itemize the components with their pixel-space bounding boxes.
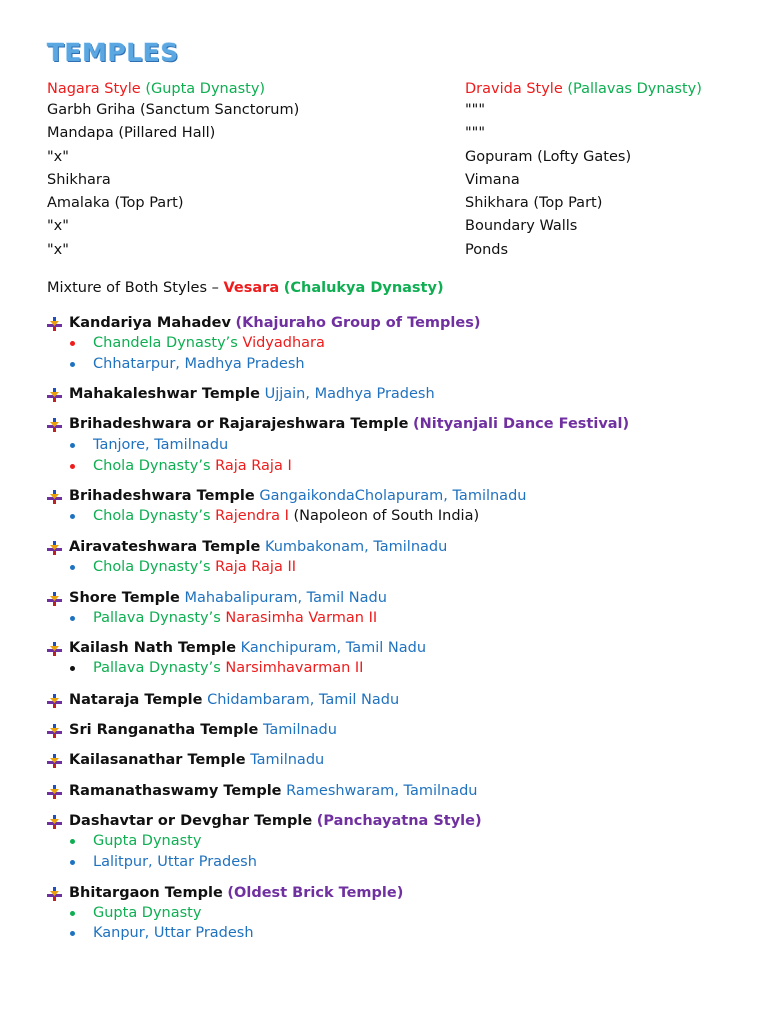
temple-detail [70,831,730,852]
arrow-bullet-icon [47,417,63,433]
bullet-dot-icon [70,341,75,346]
temple-item [47,313,737,334]
temple-item [47,486,737,507]
temple-item [47,750,737,771]
temple-name: Airavateshwara Temple [69,539,261,555]
dravida-header [465,78,702,100]
temple-location: Kumbakonam, Tamilnadu [264,539,448,555]
temple-location: Ujjain, Madhya Pradesh [264,386,435,402]
temple-item [47,638,737,659]
temple-item [47,690,737,711]
arrow-bullet-icon [47,316,63,332]
detail-text: Gupta Dynasty [93,905,202,921]
ruler-name: Raja Raja I [215,458,292,474]
ruler-name: Narasimha Varman II [225,610,378,626]
vesara-dynasty: (Chalukya Dynasty) [283,280,444,296]
arrow-bullet-icon [47,814,63,830]
temple-name: Kailasanathar Temple [69,752,246,768]
temple-detail [70,435,730,456]
bullet-dot-icon [70,362,75,367]
temple-item [47,537,737,558]
detail-text: Pallava Dynasty’s [93,660,226,676]
temple-detail [70,557,730,578]
bullet-dot-icon [70,911,75,916]
temple-name: Kailash Nath Temple [69,640,237,656]
arrow-bullet-icon [47,753,63,769]
detail-text: Kanpur, Uttar Pradesh [93,925,254,941]
nagara-feature: Mandapa (Pillared Hall) [47,125,216,141]
temple-location: Tamilnadu [262,722,337,738]
dravida-dynasty-label: (Pallavas Dynasty) [567,81,702,97]
temple-note: (Khajuraho Group of Temples) [235,315,481,331]
arrow-bullet-icon [47,489,63,505]
nagara-feature: "x" [47,242,69,258]
temple-item [47,588,737,609]
temple-name: Kandariya Mahadev [69,315,231,331]
temple-detail [70,923,730,944]
nagara-feature: Shikhara [47,172,111,188]
dravida-feature: """ [465,102,486,118]
temple-item [47,384,737,405]
mixture-line [47,277,727,299]
temple-location: GangaikondaCholapuram, Tamilnadu [259,488,527,504]
temple-name: Nataraja Temple [69,692,203,708]
detail-text: Tanjore, Tamilnadu [93,437,229,453]
temple-detail [70,903,730,924]
detail-text: Lalitpur, Uttar Pradesh [93,854,257,870]
bullet-dot-icon [70,616,75,621]
arrow-bullet-icon [47,387,63,403]
detail-text: Chandela Dynasty’s [93,335,243,351]
temple-item [47,781,737,802]
style-comparison-row [47,146,727,168]
temple-detail [70,658,730,679]
dravida-feature: Boundary Walls [465,218,578,234]
temple-location: Kanchipuram, Tamil Nadu [240,640,427,656]
temple-name: Dashavtar or Devghar Temple [69,813,313,829]
dravida-feature: Ponds [465,242,509,258]
arrow-bullet-icon [47,591,63,607]
bullet-dot-icon [70,443,75,448]
temple-detail [70,608,730,629]
dravida-feature: """ [465,125,486,141]
temple-name: Sri Ranganatha Temple [69,722,259,738]
temple-item [47,883,737,904]
temple-note: (Oldest Brick Temple) [227,885,404,901]
mixture-prefix: Mixture of Both Styles – [47,280,224,296]
bullet-dot-icon [70,860,75,865]
detail-text: Pallava Dynasty’s [93,610,226,626]
ruler-name: Narsimhavarman II [225,660,364,676]
temple-detail [70,852,730,873]
temple-detail [70,456,730,477]
temple-name: Shore Temple [69,590,180,606]
temple-item [47,414,737,435]
style-comparison-row [47,239,727,261]
arrow-bullet-icon [47,886,63,902]
bullet-dot-icon [70,666,75,671]
dravida-feature: Vimana [465,172,520,188]
arrow-bullet-icon [47,784,63,800]
style-comparison-row [47,99,727,121]
dravida-feature: Shikhara (Top Part) [465,195,603,211]
temple-note: (Panchayatna Style) [316,813,482,829]
ruler-epithet: (Napoleon of South India) [293,508,480,524]
detail-text: Chola Dynasty’s [93,559,216,575]
style-comparison-row [47,215,727,237]
style-comparison-row [47,122,727,144]
nagara-dynasty-label: (Gupta Dynasty) [145,81,266,97]
nagara-style-label: Nagara Style [47,81,141,97]
temple-name: Bhitargaon Temple [69,885,223,901]
ruler-name: Rajendra I [215,508,289,524]
temple-location: Mahabalipuram, Tamil Nadu [184,590,387,606]
arrow-bullet-icon [47,723,63,739]
page-title: TEMPLES [47,38,179,67]
vesara-label: Vesara [223,280,280,296]
bullet-dot-icon [70,464,75,469]
nagara-feature: Amalaka (Top Part) [47,195,184,211]
bullet-dot-icon [70,565,75,570]
ruler-name: Raja Raja II [215,559,297,575]
detail-text: Chola Dynasty’s [93,458,216,474]
styles-header-row [47,78,727,100]
arrow-bullet-icon [47,641,63,657]
temple-detail [70,354,730,375]
bullet-dot-icon [70,514,75,519]
bullet-dot-icon [70,839,75,844]
detail-text: Chola Dynasty’s [93,508,216,524]
detail-text: Chhatarpur, Madhya Pradesh [93,356,305,372]
temple-detail [70,333,730,354]
temple-detail [70,506,730,527]
temple-name: Brihadeshwara or Rajarajeshwara Temple [69,416,409,432]
arrow-bullet-icon [47,693,63,709]
detail-text: Gupta Dynasty [93,833,202,849]
dravida-feature: Gopuram (Lofty Gates) [465,149,632,165]
ruler-name: Vidyadhara [242,335,325,351]
nagara-feature: "x" [47,149,69,165]
temple-location: Chidambaram, Tamil Nadu [207,692,400,708]
nagara-feature: Garbh Griha (Sanctum Sanctorum) [47,102,300,118]
temple-item [47,720,737,741]
style-comparison-row [47,169,727,191]
temple-location: Tamilnadu [250,752,325,768]
temple-name: Mahakaleshwar Temple [69,386,260,402]
nagara-feature: "x" [47,218,69,234]
dravida-style-label: Dravida Style [465,81,563,97]
temple-name: Brihadeshwara Temple [69,488,255,504]
temple-location: Rameshwaram, Tamilnadu [286,783,478,799]
temple-note: (Nityanjali Dance Festival) [413,416,630,432]
arrow-bullet-icon [47,540,63,556]
style-comparison-row [47,192,727,214]
temple-name: Ramanathaswamy Temple [69,783,282,799]
temple-item [47,811,737,832]
bullet-dot-icon [70,931,75,936]
